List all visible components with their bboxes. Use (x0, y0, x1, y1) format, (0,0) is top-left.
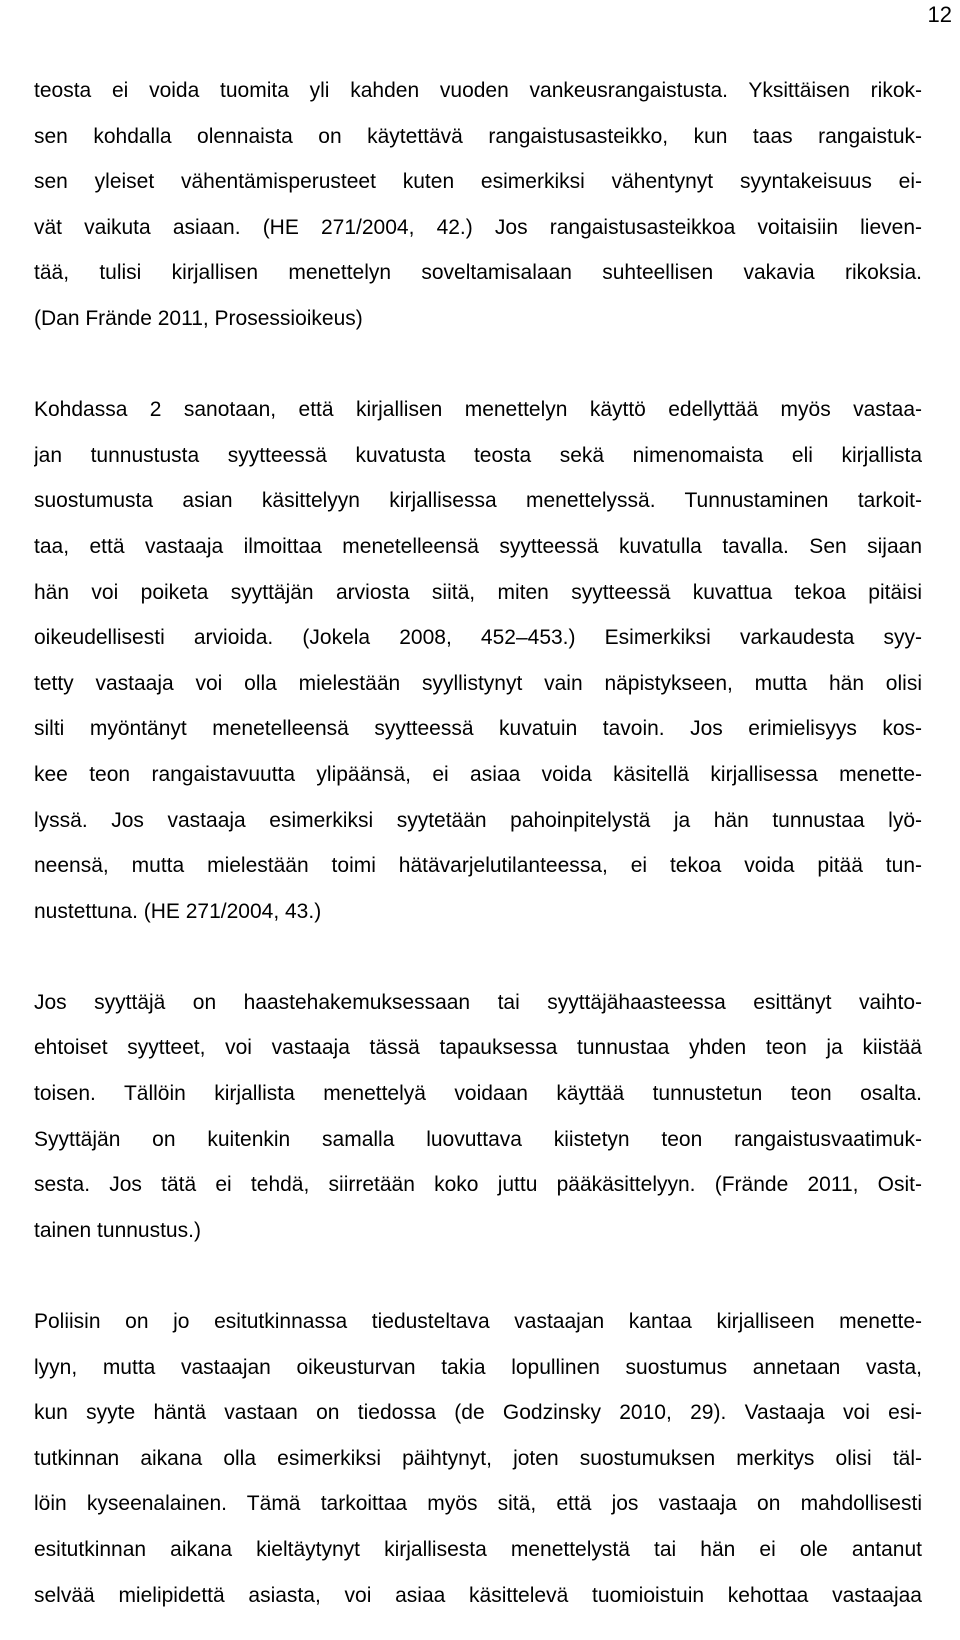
text-line: jan tunnustusta syytteessä kuvatusta teosta sekä nimenomaista eli kirjallista (34, 443, 922, 467)
document-body (34, 68, 922, 1618)
text-line: tainen tunnustus.) (34, 1218, 201, 1242)
text-line: sen kohdalla olennaista on käytettävä rangaistusasteikko, kun taas rangaistuk- (34, 124, 922, 148)
text-line: toisen. Tällöin kirjallista menettelyä voidaan käyttää tunnustetun teon osalta. (34, 1082, 922, 1106)
text-line: sesta. Jos tätä ei tehdä, siirretään koko juttu pääkäsittelyyn. (Frände 2011, Osit- (34, 1173, 922, 1197)
text-line: Poliisin on jo esitutkinnassa tiedusteltava vastaajan kantaa kirjalliseen menette- (34, 1310, 922, 1334)
text-line: tetty vastaaja voi olla mielestään syyllistynyt vain näpistykseen, mutta hän olisi (34, 671, 922, 695)
paragraph-3 (34, 980, 922, 1254)
text-line: selvää mielipidettä asiasta, voi asiaa käsittelevä tuomioistuin kehottaa vastaajaa (34, 1583, 922, 1607)
text-line: esitutkinnan aikana kieltäytynyt kirjallisesta menettelystä tai hän ei ole antanut (34, 1538, 922, 1561)
text-line: silti myöntänyt menetelleensä syytteessä kuvatuin tavoin. Jos erimielisyys kos- (34, 717, 922, 741)
paragraph-4 (34, 1299, 922, 1618)
page-number: 12 (927, 2, 952, 27)
text-line: Syyttäjän on kuitenkin samalla luovuttava kiistetyn teon rangaistusvaatimuk- (34, 1127, 922, 1151)
text-line: lyyn, mutta vastaajan oikeusturvan takia lopullinen suostumus annetaan vasta, (34, 1355, 922, 1379)
paragraph-spacer (34, 342, 922, 388)
text-line: vät vaikuta asiaan. (HE 271/2004, 42.) Jos rangaistusasteikkoa voitaisiin lieven- (34, 215, 922, 239)
text-line: suostumusta asian käsittelyyn kirjallisessa menettelyssä. Tunnustaminen tarkoit- (34, 489, 922, 513)
text-line: (Dan Frände 2011, Prosessioikeus) (34, 306, 363, 330)
text-line: neensä, mutta mielestään toimi hätävarjelutilanteessa, ei tekoa voida pitää tun- (34, 854, 922, 878)
text-line: oikeudellisesti arvioida. (Jokela 2008, 452–453.) Esimerkiksi varkaudesta syy- (34, 626, 922, 650)
text-line: sen yleiset vähentämisperusteet kuten esimerkiksi vähentynyt syyntakeisuus ei- (34, 170, 922, 194)
text-line: tutkinnan aikana olla esimerkiksi päihtynyt, joten suostumuksen merkitys olisi täl- (34, 1446, 922, 1470)
text-line: kee teon rangaistavuutta ylipäänsä, ei asiaa voida käsitellä kirjallisessa menette- (34, 762, 922, 786)
text-line: löin kyseenalainen. Tämä tarkoittaa myös sitä, että jos vastaaja on mahdollisesti (34, 1492, 922, 1516)
text-line: taa, että vastaaja ilmoittaa menetelleensä syytteessä kuvatulla tavalla. Sen sijaan (34, 534, 922, 558)
text-line: lyssä. Jos vastaaja esimerkiksi syytetään pahoinpitelystä ja hän tunnustaa lyö- (34, 808, 922, 832)
paragraph-spacer (34, 934, 922, 980)
text-line: Jos syyttäjä on haastehakemuksessaan tai syyttäjähaasteessa esittänyt vaihto- (34, 990, 922, 1014)
paragraph-spacer (34, 1253, 922, 1299)
text-line: hän voi poiketa syyttäjän arviosta siitä, miten syytteessä kuvattua tekoa pitäisi (34, 580, 922, 604)
text-line: nustettuna. (HE 271/2004, 43.) (34, 899, 322, 923)
text-line: tää, tulisi kirjallisen menettelyn soveltamisalaan suhteellisen vakavia rikoksia. (34, 261, 922, 285)
paragraph-2 (34, 387, 922, 934)
text-line: ehtoiset syytteet, voi vastaaja tässä tapauksessa tunnustaa yhden teon ja kiistää (34, 1036, 922, 1060)
text-line: teosta ei voida tuomita yli kahden vuoden vankeusrangaistusta. Yksittäisen rikok- (34, 79, 922, 102)
paragraph-1 (34, 68, 922, 342)
text-line: Kohdassa 2 sanotaan, että kirjallisen menettelyn käyttö edellyttää myös vastaa- (34, 398, 922, 422)
text-line: kun syyte häntä vastaan on tiedossa (de Godzinsky 2010, 29). Vastaaja voi esi- (34, 1401, 922, 1425)
